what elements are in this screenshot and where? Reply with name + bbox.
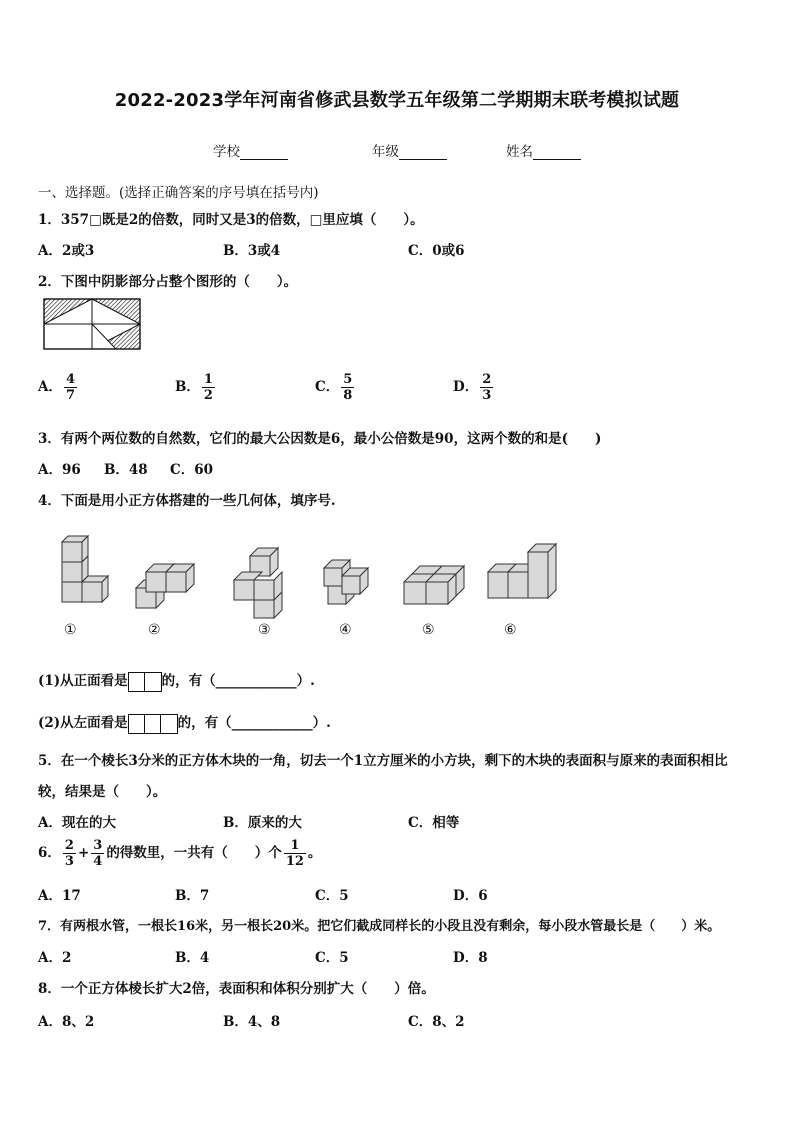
figure-5: [404, 566, 464, 604]
q6-option-a[interactable]: A．17: [38, 888, 81, 904]
left-view-boxes: [128, 714, 178, 734]
figure-4: [324, 560, 368, 604]
question-4-part-1: (1)从正面看是 的，有（____________）.: [38, 669, 315, 692]
q3-option-b[interactable]: B．48: [104, 462, 148, 478]
q2-option-c[interactable]: C． $\frac{5}{8}$: [315, 372, 353, 403]
q6-option-b[interactable]: B．7: [175, 888, 210, 904]
q5-option-c[interactable]: C．相等: [408, 815, 460, 831]
q3-option-a[interactable]: A．96: [38, 462, 81, 478]
figure-3: [234, 548, 282, 618]
page-title: 2022-2023学年河南省修武县数学五年级第二学期期末联考模拟试题: [114, 90, 680, 111]
q8-option-c[interactable]: C．8、2: [408, 1014, 465, 1030]
q6-option-d[interactable]: D．6: [453, 888, 488, 904]
figure-label-5: ⑤: [422, 622, 435, 638]
question-6: 6． $\frac{2}{3}$ + $\frac{3}{4}$ 的得数里，一共有（ ）个 $\frac{1}{12}$ 。: [38, 838, 322, 869]
figure-6: [488, 544, 556, 598]
q7-option-b[interactable]: B．4: [175, 950, 210, 966]
school-field[interactable]: [213, 140, 288, 160]
grade-field[interactable]: [372, 140, 447, 160]
q7-option-d[interactable]: D．8: [453, 950, 488, 966]
q5-option-a[interactable]: A．现在的大: [38, 815, 116, 831]
q1-option-c[interactable]: C．0或6: [408, 243, 465, 259]
q1-option-b[interactable]: B．3或4: [223, 243, 281, 259]
q5-option-b[interactable]: B．原来的大: [223, 815, 302, 831]
figure-label-4: ④: [339, 622, 352, 638]
q8-option-a[interactable]: A．8、2: [38, 1014, 95, 1030]
figure-label-1: ①: [64, 622, 77, 638]
cube-figures: [38, 528, 568, 648]
question-5-line-1: 5．在一个棱长3分米的正方体木块的一角，切去一个1立方厘米的小方块，剩下的木块的表面积与原来的表面积相比: [38, 753, 728, 769]
figure-label-3: ③: [258, 622, 271, 638]
q6-option-c[interactable]: C．5: [315, 888, 349, 904]
q7-option-c[interactable]: C．5: [315, 950, 349, 966]
q2-option-d[interactable]: D． $\frac{2}{3}$: [453, 372, 492, 403]
front-view-boxes: [128, 672, 162, 692]
section-heading: 一、选择题。(选择正确答案的序号填在括号内): [38, 185, 319, 201]
question-3: 3．有两个两位数的自然数，它们的最大公因数是6，最小公倍数是90，这两个数的和是( ): [38, 431, 602, 447]
question-4-part-2: (2)从左面看是 的，有（____________）.: [38, 711, 331, 734]
figure-label-6: ⑥: [504, 622, 517, 638]
school-label: 学校: [213, 144, 240, 160]
q2-option-b[interactable]: B． $\frac{1}{2}$: [175, 372, 213, 403]
figure-1: [62, 536, 108, 618]
q7-option-a[interactable]: A．2: [38, 950, 72, 966]
name-label: 姓名: [506, 144, 533, 160]
name-field[interactable]: [506, 140, 581, 160]
q8-option-b[interactable]: B．4、8: [223, 1014, 281, 1030]
question-8: 8．一个正方体棱长扩大2倍，表面积和体积分别扩大（ ）倍。: [38, 981, 435, 997]
grade-label: 年级: [372, 144, 399, 160]
shaded-figure: [43, 298, 141, 351]
question-4: 4．下面是用小正方体搭建的一些几何体，填序号.: [38, 493, 336, 509]
question-5-line-2: 较，结果是（ ）。: [38, 784, 167, 800]
question-7: 7．有两根水管，一根长16米，另一根长20米。把它们截成同样长的小段且没有剩余，每小段水管最长是（ ）米。: [38, 919, 721, 934]
question-2: 2．下图中阴影部分占整个图形的（ ）。: [38, 274, 298, 290]
q1-option-a[interactable]: A．2或3: [38, 243, 95, 259]
q3-option-c[interactable]: C．60: [170, 462, 214, 478]
figure-2: [136, 564, 194, 608]
question-1: 1．357□既是2的倍数，同时又是3的倍数，□里应填（ ）。: [38, 212, 424, 228]
figure-label-2: ②: [148, 622, 161, 638]
q2-option-a[interactable]: A． $\frac{4}{7}$: [38, 372, 76, 403]
